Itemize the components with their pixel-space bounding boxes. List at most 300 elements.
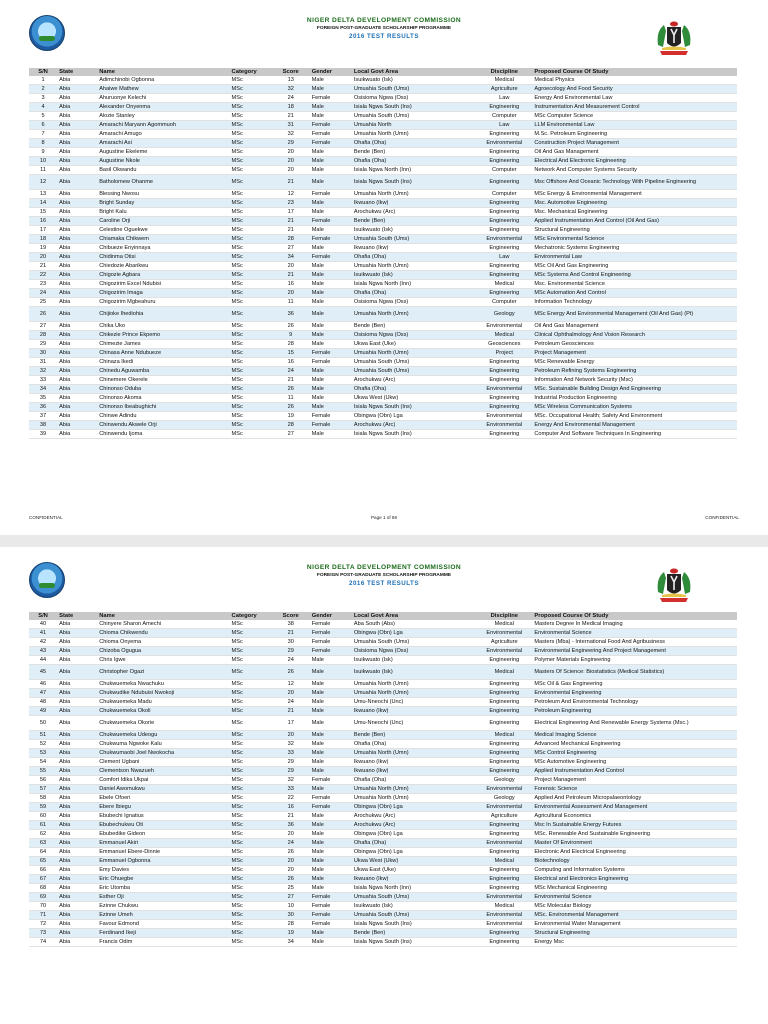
cell-name: Augustine Nkole [97, 157, 229, 166]
cell-state: Abia [57, 638, 97, 647]
cell-course: MSc. Environmental Management [532, 911, 737, 920]
cell-lga: Isiala Ngwa South (Ins) [352, 430, 476, 439]
cell-course: Petroleum Geosciences [532, 340, 737, 349]
cell-gender: Male [310, 157, 352, 166]
cell-category: MSc [230, 199, 272, 208]
cell-category: MSc [230, 244, 272, 253]
cell-lga: Ohafia (Oha) [352, 385, 476, 394]
cell-gender: Female [310, 776, 352, 785]
cell-sn: 11 [29, 166, 57, 175]
cell-category: MSc [230, 358, 272, 367]
cell-course: Applied Instrumentation And Control (Oil And Gas) [532, 217, 737, 226]
cell-sn: 3 [29, 94, 57, 103]
cell-gender: Male [310, 376, 352, 385]
cell-category: MSc [230, 758, 272, 767]
cell-lga: Umuahia South (Ums) [352, 893, 476, 902]
cell-name: Chinonso Ibeabughichi [97, 403, 229, 412]
table-row [29, 830, 737, 839]
cell-name: Celestine Oguekwe [97, 226, 229, 235]
table-row [29, 665, 737, 680]
cell-sn: 51 [29, 731, 57, 740]
cell-name: Chinwendu Akwele Orji [97, 421, 229, 430]
cell-name: Emmanuel Akiri [97, 839, 229, 848]
cell-course: Msc Offshore And Oceanic Technology With Pipeline Engineering [532, 175, 737, 190]
cell-score: 30 [272, 638, 310, 647]
cell-course: Environmental Assessment And Management [532, 803, 737, 812]
cell-name: Ferdinand Ikeji [97, 929, 229, 938]
cell-score: 15 [272, 349, 310, 358]
column-header-sn: S/N [29, 68, 57, 76]
cell-state: Abia [57, 94, 97, 103]
cell-gender: Male [310, 298, 352, 307]
cell-gender: Male [310, 707, 352, 716]
table-row [29, 716, 737, 731]
cell-lga: Isiala Ngwa South (Ins) [352, 920, 476, 929]
table-row [29, 307, 737, 322]
cell-course: Msc. Automotive Engineering [532, 199, 737, 208]
cell-lga: Ohafia (Oha) [352, 740, 476, 749]
cell-score: 10 [272, 902, 310, 911]
cell-course: MSc Computer Science [532, 112, 737, 121]
table-row [29, 656, 737, 665]
cell-score: 32 [272, 130, 310, 139]
cell-course: Msc. Mechanical Engineering [532, 208, 737, 217]
cell-name: Bright Sunday [97, 199, 229, 208]
cell-course: Polymer Materials Engineering [532, 656, 737, 665]
cell-name: Alozie Stanley [97, 112, 229, 121]
cell-course: Petroleum Engineering [532, 707, 737, 716]
cell-category: MSc [230, 938, 272, 947]
table-row [29, 884, 737, 893]
cell-state: Abia [57, 902, 97, 911]
table-row [29, 680, 737, 689]
cell-course: MSc. Renewable And Sustainable Engineering [532, 830, 737, 839]
cell-sn: 71 [29, 911, 57, 920]
cell-category: MSc [230, 656, 272, 665]
cell-name: Chukwuemeka Udeogu [97, 731, 229, 740]
cell-category: MSc [230, 698, 272, 707]
cell-gender: Male [310, 680, 352, 689]
cell-category: MSc [230, 226, 272, 235]
cell-course: Msc. Environmental Science [532, 280, 737, 289]
cell-gender: Male [310, 175, 352, 190]
cell-discipline: Engineering [476, 707, 532, 716]
cell-lga: Umuahia North (Umn) [352, 680, 476, 689]
cell-course: Electronic And Electrical Engineering [532, 848, 737, 857]
cell-gender: Female [310, 647, 352, 656]
cell-category: MSc [230, 776, 272, 785]
cell-score: 11 [272, 394, 310, 403]
cell-state: Abia [57, 199, 97, 208]
cell-sn: 60 [29, 812, 57, 821]
cell-name: Ezinne Umeh [97, 911, 229, 920]
table-row [29, 698, 737, 707]
cell-course: MSc Molecular Biology [532, 902, 737, 911]
cell-score: 20 [272, 857, 310, 866]
cell-name: Ebele Ofoeri [97, 794, 229, 803]
cell-state: Abia [57, 394, 97, 403]
cell-discipline: Computer [476, 190, 532, 199]
cell-lga: Umuahia South (Ums) [352, 85, 476, 94]
table-row [29, 875, 737, 884]
cell-score: 20 [272, 166, 310, 175]
table-row [29, 938, 737, 947]
cell-name: Esther Oji [97, 893, 229, 902]
cell-course: Electrical and Electronics Engineering [532, 875, 737, 884]
cell-sn: 45 [29, 665, 57, 680]
cell-lga: Osisioma Ngwa (Oss) [352, 647, 476, 656]
cell-gender: Male [310, 698, 352, 707]
cell-course: Environmental Law [532, 253, 737, 262]
cell-name: Clementson Nwazueh [97, 767, 229, 776]
cell-state: Abia [57, 217, 97, 226]
cell-score: 29 [272, 767, 310, 776]
cell-category: MSc [230, 412, 272, 421]
table-row [29, 920, 737, 929]
cell-state: Abia [57, 85, 97, 94]
cell-gender: Male [310, 866, 352, 875]
cell-state: Abia [57, 166, 97, 175]
cell-score: 23 [272, 199, 310, 208]
cell-state: Abia [57, 367, 97, 376]
cell-category: MSc [230, 893, 272, 902]
cell-gender: Female [310, 130, 352, 139]
cell-course: Msc In Sustainable Energy Futures [532, 821, 737, 830]
cell-gender: Female [310, 902, 352, 911]
cell-score: 20 [272, 289, 310, 298]
programme-title: FOREIGN POST-GRADUATE SCHOLARSHIP PROGRAMME [316, 573, 452, 578]
cell-discipline: Engineering [476, 217, 532, 226]
cell-lga: Umuahia South (Ums) [352, 911, 476, 920]
cell-sn: 47 [29, 689, 57, 698]
column-header-name: Name [97, 68, 229, 76]
table-row [29, 157, 737, 166]
cell-course: Environmental Science [532, 893, 737, 902]
cell-category: MSc [230, 367, 272, 376]
cell-category: MSc [230, 812, 272, 821]
cell-discipline: Engineering [476, 226, 532, 235]
cell-discipline: Geosciences [476, 340, 532, 349]
cell-category: MSc [230, 803, 272, 812]
coat-of-arms-icon [652, 564, 696, 608]
cell-gender: Male [310, 367, 352, 376]
cell-category: MSc [230, 884, 272, 893]
cell-sn: 10 [29, 157, 57, 166]
cell-lga: Ikwuano (Ikw) [352, 244, 476, 253]
cell-name: Emmanuel Ogbonna [97, 857, 229, 866]
cell-lga: Umuahia North (Umn) [352, 262, 476, 271]
cell-gender: Female [310, 412, 352, 421]
table-row [29, 689, 737, 698]
cell-discipline: Medical [476, 902, 532, 911]
cell-category: MSc [230, 394, 272, 403]
cell-name: Chinwendu Ijoma [97, 430, 229, 439]
table-row [29, 385, 737, 394]
cell-lga: Arochukwu (Arc) [352, 812, 476, 821]
cell-score: 20 [272, 148, 310, 157]
cell-sn: 19 [29, 244, 57, 253]
cell-course: M.Sc. Petroleum Engineering [532, 130, 737, 139]
cell-course: MSc Systems And Control Engineering [532, 271, 737, 280]
cell-sn: 66 [29, 866, 57, 875]
cell-state: Abia [57, 226, 97, 235]
cell-sn: 15 [29, 208, 57, 217]
cell-lga: Umuahia North (Umn) [352, 785, 476, 794]
cell-sn: 54 [29, 758, 57, 767]
cell-name: Chibueze Enyinnaya [97, 244, 229, 253]
cell-course: Master Of Environment [532, 839, 737, 848]
cell-lga: Bende (Ben) [352, 322, 476, 331]
cell-discipline: Engineering [476, 830, 532, 839]
cell-state: Abia [57, 785, 97, 794]
cell-sn: 20 [29, 253, 57, 262]
table-row [29, 638, 737, 647]
cell-name: Chukwuemeka Okoli [97, 707, 229, 716]
cell-lga: Umuahia South (Ums) [352, 358, 476, 367]
cell-course: MSc Wireless Communication Systems [532, 403, 737, 412]
cell-score: 20 [272, 830, 310, 839]
cell-lga: Umuahia South (Ums) [352, 367, 476, 376]
cell-state: Abia [57, 920, 97, 929]
cell-score: 34 [272, 938, 310, 947]
cell-name: Chika Uko [97, 322, 229, 331]
cell-gender: Male [310, 430, 352, 439]
cell-state: Abia [57, 848, 97, 857]
column-header-gender: Gender [310, 612, 352, 620]
table-row [29, 253, 737, 262]
cell-name: Chigozie Agbara [97, 271, 229, 280]
cell-course: Forensic Science [532, 785, 737, 794]
cell-category: MSc [230, 130, 272, 139]
cell-discipline: Geology [476, 794, 532, 803]
cell-state: Abia [57, 911, 97, 920]
cell-name: Chinasa Anne Ndubueze [97, 349, 229, 358]
cell-discipline: Engineering [476, 848, 532, 857]
cell-lga: Isiala Ngwa North (Inn) [352, 166, 476, 175]
cell-score: 12 [272, 190, 310, 199]
cell-name: Eric Utomba [97, 884, 229, 893]
cell-discipline: Engineering [476, 740, 532, 749]
cell-score: 24 [272, 656, 310, 665]
cell-score: 21 [272, 376, 310, 385]
cell-lga: Osisioma Ngwa (Oss) [352, 94, 476, 103]
cell-sn: 25 [29, 298, 57, 307]
cell-gender: Female [310, 638, 352, 647]
cell-sn: 29 [29, 340, 57, 349]
table-row [29, 85, 737, 94]
cell-lga: Ohafia (Oha) [352, 289, 476, 298]
cell-gender: Male [310, 226, 352, 235]
cell-name: Augustine Ekeleme [97, 148, 229, 157]
cell-sn: 40 [29, 620, 57, 629]
table-row [29, 866, 737, 875]
cell-discipline: Engineering [476, 698, 532, 707]
cell-name: Chukwumaobi Joel Nwokocha [97, 749, 229, 758]
cell-gender: Male [310, 884, 352, 893]
cell-lga: Isiala Ngwa South (Ins) [352, 103, 476, 112]
cell-course: Clinical Ophthalmology And Vision Research [532, 331, 737, 340]
cell-discipline: Engineering [476, 244, 532, 253]
cell-lga: Umuahia North (Umn) [352, 794, 476, 803]
cell-category: MSc [230, 307, 272, 322]
cell-name: Chukwuemeka Nwachuku [97, 680, 229, 689]
cell-discipline: Agriculture [476, 812, 532, 821]
cell-state: Abia [57, 758, 97, 767]
column-header-gender: Gender [310, 68, 352, 76]
cell-state: Abia [57, 647, 97, 656]
cell-name: Chinedu Aguwamba [97, 367, 229, 376]
cell-score: 20 [272, 157, 310, 166]
cell-score: 19 [272, 412, 310, 421]
cell-gender: Male [310, 875, 352, 884]
cell-lga: Umuahia North [352, 121, 476, 130]
cell-sn: 33 [29, 376, 57, 385]
cell-lga: Ukwa West (Ukw) [352, 394, 476, 403]
cell-lga: Arochukwu (Arc) [352, 208, 476, 217]
footer-page-number: Page 1 of 86 [370, 515, 398, 520]
cell-discipline: Engineering [476, 929, 532, 938]
cell-discipline: Medical [476, 665, 532, 680]
footer-right: CONFIDENTIAL [705, 515, 739, 520]
cell-course: Network And Computer Systems Security [532, 166, 737, 175]
cell-state: Abia [57, 148, 97, 157]
cell-gender: Female [310, 349, 352, 358]
table-row [29, 199, 737, 208]
cell-discipline: Engineering [476, 103, 532, 112]
cell-course: Agroecology And Food Security [532, 85, 737, 94]
cell-discipline: Engineering [476, 821, 532, 830]
cell-course: Energy And Environmental Management [532, 421, 737, 430]
cell-gender: Male [310, 665, 352, 680]
cell-discipline: Engineering [476, 430, 532, 439]
table-header-row [29, 612, 737, 620]
cell-discipline: Medical [476, 331, 532, 340]
cell-score: 16 [272, 803, 310, 812]
cell-discipline: Environmental [476, 911, 532, 920]
cell-gender: Male [310, 385, 352, 394]
cell-gender: Female [310, 139, 352, 148]
table-row [29, 758, 737, 767]
cell-sn: 55 [29, 767, 57, 776]
cell-score: 32 [272, 85, 310, 94]
cell-gender: Male [310, 740, 352, 749]
column-header-course: Proposed Course Of Study [532, 612, 737, 620]
cell-gender: Male [310, 307, 352, 322]
cell-gender: Male [310, 839, 352, 848]
cell-course: MSc. Sustainable Building Design And Engineering [532, 385, 737, 394]
cell-discipline: Engineering [476, 148, 532, 157]
cell-state: Abia [57, 331, 97, 340]
cell-name: Chioma Onyema [97, 638, 229, 647]
cell-discipline: Engineering [476, 289, 532, 298]
cell-state: Abia [57, 821, 97, 830]
cell-state: Abia [57, 767, 97, 776]
cell-course: Petroleum And Environmental Technology [532, 698, 737, 707]
cell-name: Chijioke Ihediohia [97, 307, 229, 322]
cell-lga: Osisioma Ngwa (Oss) [352, 331, 476, 340]
column-header-discipline: Discipline [476, 612, 532, 620]
cell-category: MSc [230, 85, 272, 94]
cell-course: Masters (Mba) - International Food And Agribusiness [532, 638, 737, 647]
cell-score: 31 [272, 121, 310, 130]
cell-gender: Male [310, 148, 352, 157]
cell-score: 21 [272, 812, 310, 821]
cell-course: Applied Instrumentation And Control [532, 767, 737, 776]
cell-state: Abia [57, 358, 97, 367]
table-row [29, 130, 737, 139]
cell-discipline: Engineering [476, 689, 532, 698]
cell-course: Project Management [532, 349, 737, 358]
cell-name: Ebere Ibiegu [97, 803, 229, 812]
cell-category: MSc [230, 190, 272, 199]
cell-sn: 70 [29, 902, 57, 911]
cell-category: MSc [230, 911, 272, 920]
cell-category: MSc [230, 112, 272, 121]
cell-lga: Ohafia (Oha) [352, 776, 476, 785]
cell-sn: 59 [29, 803, 57, 812]
cell-state: Abia [57, 157, 97, 166]
cell-discipline: Environmental [476, 385, 532, 394]
table-row [29, 857, 737, 866]
cell-gender: Male [310, 857, 352, 866]
cell-score: 26 [272, 848, 310, 857]
table-row [29, 731, 737, 740]
cell-state: Abia [57, 253, 97, 262]
cell-discipline: Engineering [476, 749, 532, 758]
cell-gender: Male [310, 331, 352, 340]
cell-sn: 9 [29, 148, 57, 157]
cell-score: 26 [272, 875, 310, 884]
cell-score: 34 [272, 253, 310, 262]
cell-gender: Female [310, 794, 352, 803]
cell-state: Abia [57, 938, 97, 947]
footer-left: CONFIDENTIAL [29, 515, 63, 520]
cell-course: Structural Engineering [532, 226, 737, 235]
cell-state: Abia [57, 340, 97, 349]
cell-name: Chigozirim Mgbeahuru [97, 298, 229, 307]
cell-discipline: Environmental [476, 412, 532, 421]
cell-discipline: Engineering [476, 208, 532, 217]
cell-name: Chiedozie Abarikwu [97, 262, 229, 271]
cell-lga: Obingwa (Obn) Lga [352, 848, 476, 857]
cell-state: Abia [57, 716, 97, 731]
cell-score: 38 [272, 620, 310, 629]
cell-sn: 39 [29, 430, 57, 439]
cell-category: MSc [230, 94, 272, 103]
column-header-score: Score [272, 68, 310, 76]
cell-sn: 26 [29, 307, 57, 322]
cell-lga: Isiala Ngwa North (Inn) [352, 280, 476, 289]
cell-course: Environmental Engineering [532, 689, 737, 698]
cell-course: Medical Imaging Science [532, 731, 737, 740]
cell-discipline: Law [476, 121, 532, 130]
cell-lga: Isiala Ngwa South (Ins) [352, 403, 476, 412]
cell-state: Abia [57, 620, 97, 629]
table-row [29, 367, 737, 376]
cell-score: 26 [272, 665, 310, 680]
cell-course: Applied And Petroleum Micropalaeontology [532, 794, 737, 803]
cell-gender: Male [310, 244, 352, 253]
cell-discipline: Engineering [476, 758, 532, 767]
cell-sn: 72 [29, 920, 57, 929]
cell-category: MSc [230, 280, 272, 289]
cell-state: Abia [57, 803, 97, 812]
cell-course: Environmental Engineering And Project Management [532, 647, 737, 656]
cell-discipline: Engineering [476, 367, 532, 376]
cell-course: Environmental Water Management [532, 920, 737, 929]
cell-course: Electrical Engineering And Renewable Energy Systems (Msc.) [532, 716, 737, 731]
cell-name: Ebubechi Ignatius [97, 812, 229, 821]
